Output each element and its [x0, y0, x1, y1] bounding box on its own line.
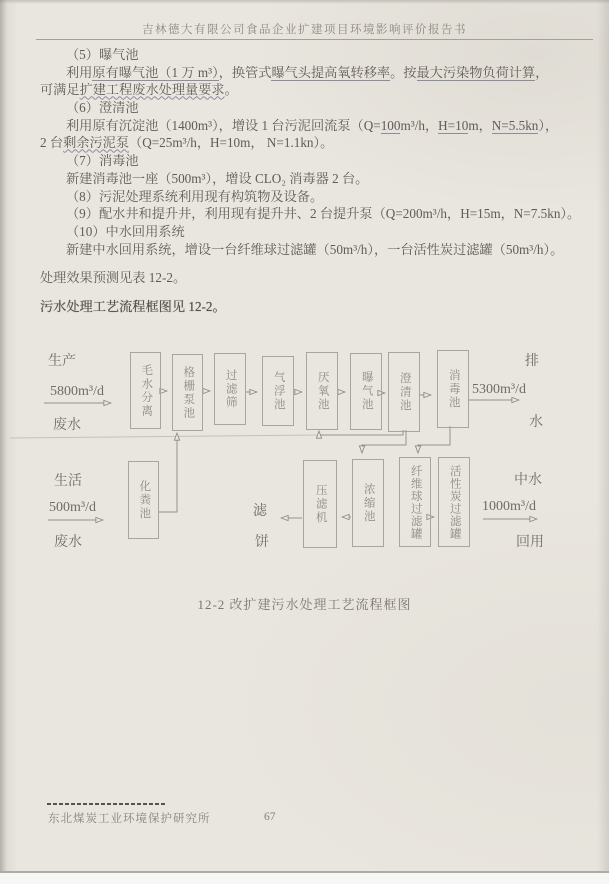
node-thickening-tank: 浓缩池	[352, 459, 384, 547]
label-domestic-wastewater: 生活	[54, 474, 82, 489]
label-production-wastewater: 生产	[48, 354, 76, 369]
label-domestic-wastewater-2: 废水	[54, 535, 82, 550]
node-clarifier-tank: 澄清池	[388, 352, 420, 432]
body-line: 利用原有沉淀池（1400m³），增设 1 台污泥回流泵（Q=100m³/h，H=10m，N=5.5kn），	[66, 117, 559, 133]
node-air-flotation-tank: 气浮池	[262, 356, 294, 426]
scan-background-strip	[0, 873, 609, 884]
body-line: 利用原有曝气池（1 万 m³），换管式曝气头提高氧转移率。按最大污染物负荷计算，	[66, 64, 549, 80]
label-domestic-flow-rate: 500m³/d	[49, 500, 96, 515]
page-number: 67	[264, 811, 276, 823]
body-line: （5）曝气池	[66, 47, 139, 62]
body-line: （7）消毒池	[66, 153, 139, 169]
node-disinfection-tank: 消毒池	[437, 350, 469, 428]
label-reclaimed-reuse: 回用	[516, 535, 544, 550]
label-filter-cake-2: 饼	[255, 535, 269, 550]
label-production-flow-rate: 5800m³/d	[50, 384, 104, 399]
body-text-block	[40, 46, 592, 316]
report-header-title: 吉林德大有限公司食品企业扩建项目环境影响评价报告书	[142, 24, 467, 36]
label-production-wastewater-2: 废水	[53, 418, 81, 433]
label-discharge-flow-rate: 5300m³/d	[472, 382, 526, 397]
node-anaerobic-tank: 厌氧池	[306, 352, 338, 430]
body-line: 2 台剩余污泥泵（Q=25m³/h，H=10m， N=1.1kn）。	[40, 135, 334, 151]
node-grid-pump-tank: 格栅泵池	[172, 354, 203, 431]
body-line: 处理效果预测见表 12-2。	[40, 270, 187, 286]
header-rule	[36, 39, 593, 40]
node-filter-screen: 过滤筛	[214, 353, 246, 425]
node-filter-press: 压滤机	[303, 460, 337, 548]
body-line: （10）中水回用系统	[66, 223, 185, 239]
label-filter-cake-1: 滤	[253, 504, 267, 519]
label-discharge: 排	[525, 354, 539, 369]
node-septic-tank: 化粪池	[128, 461, 159, 539]
footer-dashed-line	[47, 803, 166, 805]
figure-caption: 12-2 改扩建污水处理工艺流程框图	[197, 597, 412, 612]
body-line: （8）污泥处理系统利用现有构筑物及设备。	[66, 188, 324, 204]
body-line: （6）澄清池	[66, 100, 139, 116]
body-line: 新建中水回用系统，增设一台纤维球过滤罐（50m³/h），一台活性炭过滤罐（50m³/h）。	[66, 241, 564, 257]
footer-organization: 东北煤炭工业环境保护研究所	[48, 813, 211, 825]
label-discharge-2: 水	[529, 415, 543, 430]
node-fiber-ball-filter: 纤维球过滤罐	[399, 457, 431, 547]
body-line: 可满足扩建工程废水处理量要求。	[40, 82, 238, 98]
body-line: 污水处理工艺流程框图见 12-2。	[40, 298, 226, 314]
label-reclaimed-water: 中水	[514, 473, 542, 488]
label-reclaimed-flow-rate: 1000m³/d	[482, 499, 536, 514]
node-hair-water-separation: 毛水分离	[130, 352, 161, 429]
body-line: 新建消毒池一座（500m³），增设 CLO₂ 消毒器 2 台。	[66, 170, 369, 186]
body-line: （9）配水井和提升井，利用现有提升井、2 台提升泵（Q=200m³/h，H=15m，N=7.5kn）。	[66, 206, 581, 222]
node-activated-carbon-filter: 活性炭过滤罐	[438, 457, 470, 547]
node-aeration-tank: 曝气池	[350, 353, 382, 430]
